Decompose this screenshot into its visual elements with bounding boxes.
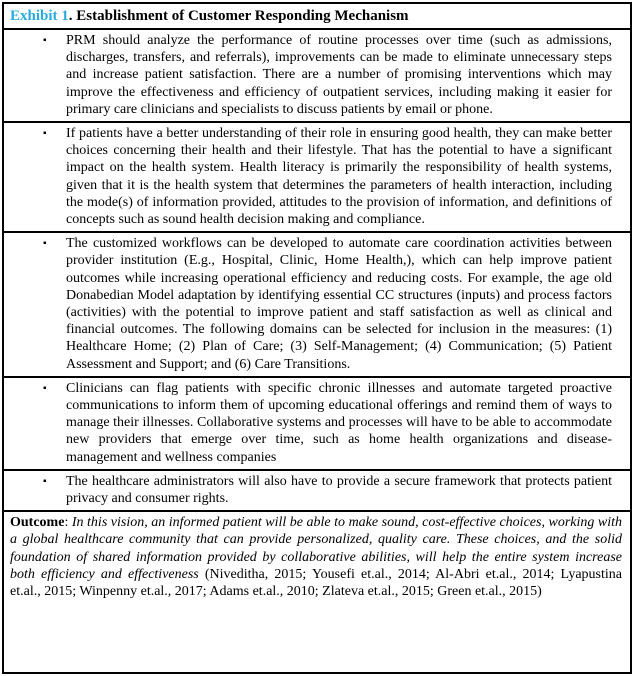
exhibit-title: Establishment of Customer Responding Mechanism <box>76 8 409 24</box>
outcome-separator: : <box>64 515 72 531</box>
bullet-item-prm-processes <box>4 30 630 123</box>
exhibit-table <box>2 2 632 674</box>
bullet-item-customized-workflows <box>4 233 630 378</box>
bullet-text: Clinicians can flag patients with specific chronic illnesses and automate targeted proactive communications to inform them of upcoming educational offerings and remind them of ways to manage their illnesses. Collaborative systems and processes will have to be able to accommodate new providers that emerge over time, such as home health organizations and disease-management and wellness companies <box>66 380 612 465</box>
bullet-square-icon: ▪ <box>43 238 47 250</box>
bullet-text: If patients have a better understanding of their role in ensuring good health, they can make better choices concerning their health and their lifestyle. That has the potential to have a significant impact on the health system. Health literacy is primarily the responsibility of health systems, given that it is the health system that determines the parameters of health interaction, including the mode(s) of information provided, attitudes to the provision of information, and definitions of concepts such as sound health decision making and compliance. <box>66 126 612 228</box>
bullet-square-icon: ▪ <box>43 128 47 140</box>
bullet-text: The healthcare administrators will also have to provide a secure framework that protects patient privacy and consumer rights. <box>66 473 612 507</box>
bullet-item-secure-framework <box>4 471 630 512</box>
bullet-text: PRM should analyze the performance of routine processes over time (such as admissions, discharges, transfers, and referrals), improvements can be made to eliminate unnecessary steps and increase patient satisfaction. There are a number of promising interventions which may improve the effectiveness and efficiency of outpatient services, including making it easier for primary care clinicians and specialists to discuss patients by email or phone. <box>66 33 612 117</box>
title-row <box>4 4 630 30</box>
outcome-row <box>4 512 630 603</box>
exhibit-label: Exhibit 1 <box>10 8 69 24</box>
outcome-label: Outcome <box>10 515 65 531</box>
bullet-text: The customized workflows can be developed to automate care coordination activities between provider institution (E.g., Hospital, Clinic, Home Health,), which can help improve patient outcomes while increasing operational efficiency and reducing costs. For example, the age old Donabedian Model adaptation by identifying essential CC structures (inputs) and process factors (activities) with the potential to improve patient and staff satisfaction as well as clinical and financial outcomes. The following domains can be selected for inclusion in the measures: (1) Healthcare Home; (2) Plan of Care; (3) Self-Management; (4) Communication; (5) Patient Assessment and Support; and (6) Care Transitions. <box>66 236 612 372</box>
title-separator: . <box>68 8 77 24</box>
bullet-item-clinicians-flag <box>4 378 630 471</box>
outcome-citations: (Niveditha, 2015; Yousefi et.al., 2014; Al-Abri et.al., 2014; Lyapustina et.al., 2015; Winpenny et.al., 2017; Adams et.al., 2010; Zlateva et.al., 2015; Green et.al., 2015) <box>10 566 622 600</box>
bullet-item-patient-understanding <box>4 123 630 233</box>
bullet-square-icon: ▪ <box>43 35 47 46</box>
bullet-square-icon: ▪ <box>43 382 47 394</box>
outcome-statement: In this vision, an informed patient will be able to make sound, cost-effective choices, working with a global healthcare community that can provide personalized, quality care. These choices, and the solid foundation of shared information provided by collaborative abilities, will help the entire system increase both efficiency and effectiveness <box>10 515 623 582</box>
bullet-square-icon: ▪ <box>43 475 47 487</box>
